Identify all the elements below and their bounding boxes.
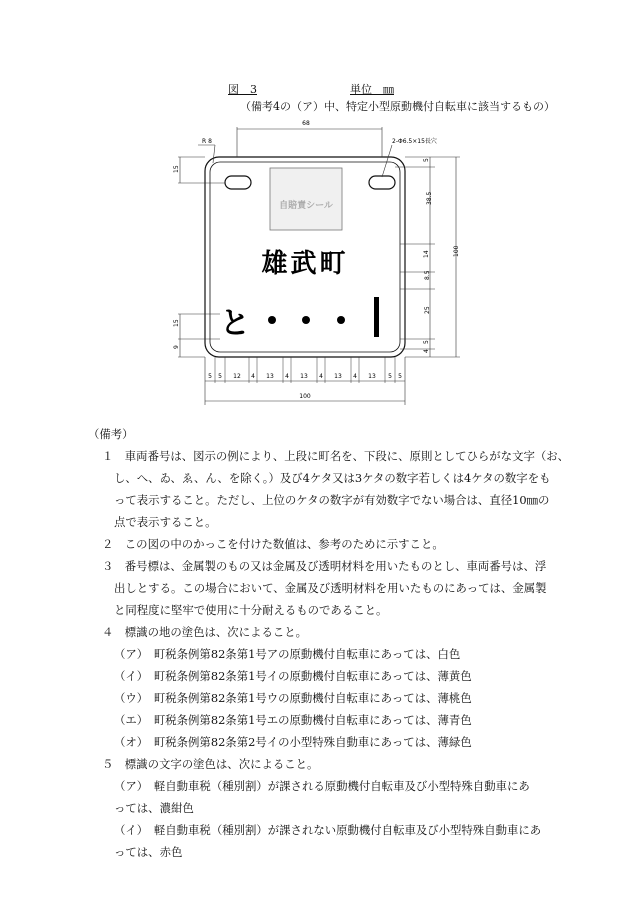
- dim-right-3: 14: [423, 250, 430, 258]
- dot-3: [337, 316, 345, 324]
- dim-bottom-13: 5: [398, 373, 402, 380]
- dim-bottom-6: 4: [285, 373, 289, 380]
- dim-right-1: 5: [423, 158, 430, 162]
- note-line: っては、赤色: [114, 845, 183, 859]
- dim-right-5: 25: [424, 306, 431, 314]
- dim-bottom-7: 13: [300, 373, 308, 380]
- dim-left-1: 15: [173, 165, 180, 173]
- figure-subtitle: （備考4の（ア）中、特定小型原動機付自転車に該当するもの）: [240, 100, 555, 113]
- dim-right-4: 8.5: [424, 270, 431, 280]
- note-line: ５ 標識の文字の塗色は、次によること。: [102, 757, 319, 771]
- dim-bottom-total: 100: [299, 393, 311, 400]
- dot-2: [302, 316, 310, 324]
- dim-left-2: 15: [173, 319, 180, 327]
- dim-bottom-5: 13: [266, 373, 274, 380]
- note-line: っては、濃紺色: [114, 801, 194, 815]
- digit-one: [374, 297, 379, 337]
- dim-bottom-4: 4: [251, 373, 255, 380]
- note-line: し、へ、ゐ、ゑ、ん、を除く。）及び4ケタ又は3ケタの数字若しくは4ケタの数字をも: [114, 471, 551, 485]
- note-line: （ア） 軽自動車税（種別割）が課される原動機付自転車及び小型特殊自動車にあ: [114, 779, 530, 793]
- left-slot-hole: [225, 176, 251, 189]
- corner-note: R 8: [202, 138, 212, 145]
- kana-character: と: [220, 306, 250, 341]
- dim-bottom-11: 13: [368, 373, 376, 380]
- note-line: 点で表示すること。: [114, 515, 217, 529]
- note-line: ３ 番号標は、金属製のもの又は金属及び透明材料を用いたものとし、車両番号は、浮: [102, 559, 547, 573]
- figure-label: 図 3: [228, 83, 257, 96]
- note-line: （ア） 町税条例第82条第1号アの原動機付自転車にあっては、白色: [114, 647, 461, 661]
- plate-drawing: [160, 115, 480, 415]
- right-slot-hole: [369, 176, 395, 189]
- dim-bottom-10: 4: [353, 373, 357, 380]
- dim-left-3: 9: [173, 345, 180, 349]
- note-line: （オ） 町税条例第82条第2号イの小型特殊自動車にあっては、薄緑色: [114, 735, 472, 749]
- dim-bottom-1: 5: [208, 373, 212, 380]
- dot-1: [268, 316, 276, 324]
- dim-right-total: 100: [453, 245, 460, 257]
- note-line: （エ） 町税条例第82条第1号エの原動機付自転車にあっては、薄青色: [114, 713, 472, 727]
- dim-bottom-3: 12: [233, 373, 241, 380]
- dim-bottom-9: 13: [334, 373, 342, 380]
- dim-right-7: 4: [423, 349, 430, 353]
- figure-title: [228, 81, 394, 97]
- dim-right-2: 38.5: [426, 191, 433, 205]
- town-name: 雄武町: [261, 249, 349, 279]
- note-line: って表示すること。ただし、上位のケタの数字が有効数字でない場合は、直径10㎜の: [114, 493, 550, 507]
- note-line: と同程度に堅牢で使用に十分耐えるものであること。: [114, 603, 388, 617]
- seal-box: [270, 168, 342, 230]
- dim-bottom-8: 4: [319, 373, 323, 380]
- hole-note: 2-Φ6.5×15長穴: [392, 138, 437, 145]
- notes-section: [88, 423, 570, 863]
- notes-header: （備考）: [88, 427, 134, 441]
- figure-unit: 単位 ㎜: [350, 83, 394, 96]
- note-line: （ウ） 町税条例第82条第1号ウの原動機付自転車にあっては、薄桃色: [114, 691, 472, 705]
- dim-bottom-2: 5: [218, 373, 222, 380]
- note-line: （イ） 軽自動車税（種別割）が課されない原動機付自転車及び小型特殊自動車にあ: [114, 823, 542, 837]
- dim-right-6: 5: [423, 340, 430, 344]
- note-line: （イ） 町税条例第82条第1号イの原動機付自転車にあっては、薄黄色: [114, 669, 472, 683]
- seal-text: 自賠責シール: [279, 201, 333, 211]
- dim-bottom-12: 5: [388, 373, 392, 380]
- note-line: １ 車両番号は、図示の例により、上段に町名を、下段に、原則としてひらがな文字（お、: [102, 449, 570, 463]
- note-line: ４ 標識の地の塗色は、次によること。: [102, 625, 308, 639]
- note-line: 出しとする。この場合において、金属及び透明材料を用いたものにあっては、金属製: [114, 581, 547, 595]
- dim-top: 68: [302, 120, 310, 127]
- note-line: ２ この図の中のかっこを付けた数値は、参考のために示すこと。: [102, 537, 444, 551]
